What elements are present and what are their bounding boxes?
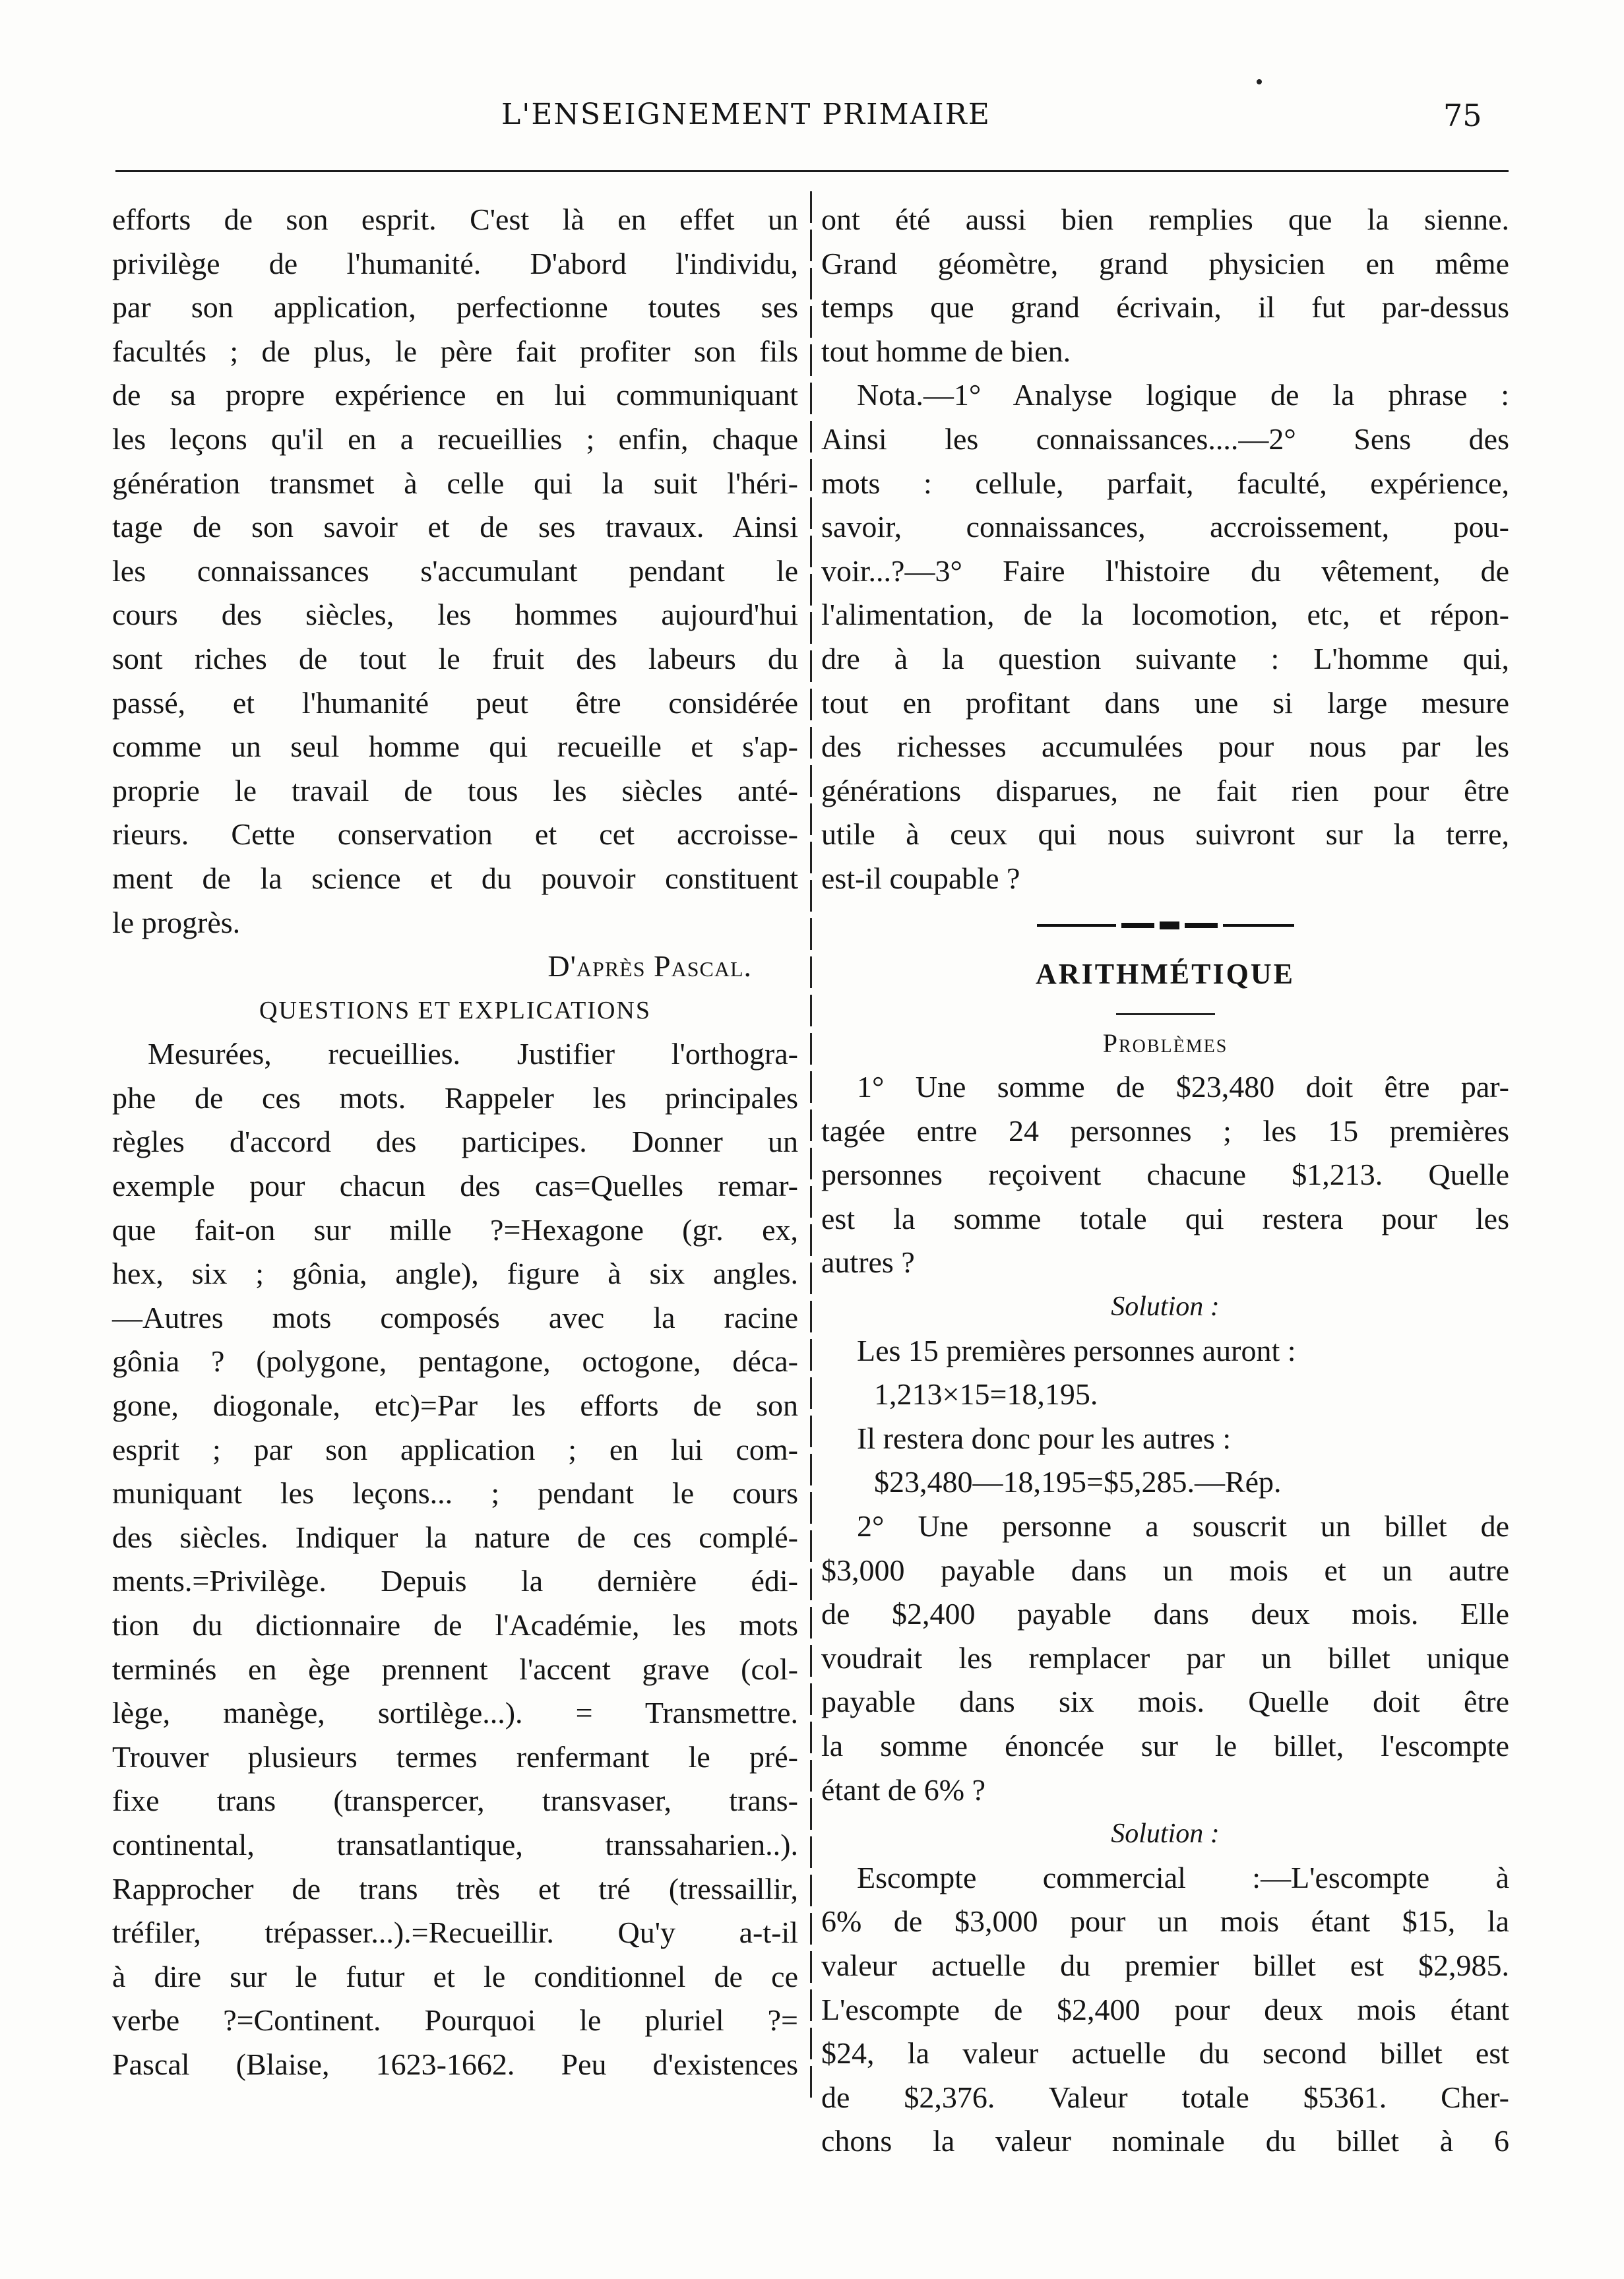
problem-line: 1° Une somme de $23,480 doit être par-	[857, 1070, 1509, 1104]
text-line: temps que grand écrivain, il fut par-dessus	[821, 290, 1509, 325]
pascal-text	[112, 198, 798, 945]
question-line: que fait-on sur mille ?=Hexagone (gr. ex,	[112, 1212, 798, 1247]
question-line: fixe trans (transpercer, transvaser, trans-	[112, 1784, 798, 1818]
problem-2	[821, 1505, 1509, 1812]
text-line: cours des siècles, les hommes aujourd'hui	[112, 598, 798, 632]
text-line: rieurs. Cette conservation et cet accroisse-	[112, 817, 798, 852]
nota-line: tout en profitant dans une si large mesure	[821, 685, 1509, 720]
left-column	[112, 198, 798, 2087]
text-line: de sa propre expérience en lui communiquant	[112, 378, 798, 412]
question-line: verbe ?=Continent. Pourquoi le pluriel ?=	[112, 2003, 798, 2038]
solution-1-label: Solution :	[1111, 1292, 1220, 1323]
solution-line: 6% de $3,000 pour un mois étant $15, la	[821, 1904, 1509, 1939]
text-line: ment de la science et du pouvoir constituent	[112, 861, 798, 895]
question-line: Pascal (Blaise, 1623-1662. Peu d'existences	[112, 2047, 798, 2081]
question-line: continental, transatlantique, transsaharien..).	[112, 1827, 798, 1861]
text-line: les leçons qu'il en a recueillies ; enfin, chaque	[112, 421, 798, 456]
problem-line: 2° Une personne a souscrit un billet de	[857, 1509, 1509, 1544]
problem-line: payable dans six mois. Quelle doit être	[821, 1685, 1509, 1719]
nota-line: savoir, connaissances, accroissement, pou-	[821, 510, 1509, 544]
question-line: tréfiler, trépasser...).=Recueillir. Qu'y a-t-il	[112, 1916, 798, 1950]
question-line: tion du dictionnaire de l'Académie, les mots	[112, 1608, 798, 1642]
questions-heading: QUESTIONS ET EXPLICATIONS	[259, 996, 651, 1024]
solution-2-label: Solution :	[1111, 1819, 1220, 1850]
pascal-text-continued	[821, 198, 1509, 373]
arithmetic-heading: ARITHMÉTIQUE	[1036, 957, 1295, 990]
question-line: règles d'accord des participes. Donner un	[112, 1125, 798, 1159]
text-line: facultés ; de plus, le père fait profiter son fils	[112, 334, 798, 368]
solution-line: de $2,376. Valeur totale $5361. Cher-	[821, 2080, 1509, 2114]
problems-heading: Problèmes	[1102, 1028, 1228, 1058]
text-line: sont riches de tout le fruit des labeurs du	[112, 641, 798, 675]
text-line: passé, et l'humanité peut être considérée	[112, 685, 798, 720]
text-line: tage de son savoir et de ses travaux. Ainsi	[112, 510, 798, 544]
decorative-rule	[1037, 921, 1294, 930]
solution-line: Escompte commercial :—L'escompte à	[857, 1860, 1509, 1894]
heading-rule	[1116, 1013, 1215, 1015]
question-line: gônia ? (polygone, pentagone, octogone, déca-	[112, 1344, 798, 1379]
question-line: terminés en ège prennent l'accent grave (col-	[112, 1652, 798, 1686]
text-line: tout homme de bien.	[821, 334, 1071, 368]
nota-line: mots : cellule, parfait, faculté, expérience,	[821, 466, 1509, 500]
question-line: phe de ces mots. Rappeler les principales	[112, 1080, 798, 1115]
problem-line: est la somme totale qui restera pour les	[821, 1201, 1509, 1235]
text-line: le progrès.	[112, 905, 241, 939]
solution-line: 1,213×15=18,195.	[874, 1377, 1098, 1412]
problem-line: voudrait les remplacer par un billet unique	[821, 1640, 1509, 1675]
column-divider	[810, 191, 812, 2098]
question-line: gone, diogonale, etc)=Par les efforts de son	[112, 1389, 798, 1423]
problem-line: étant de 6% ?	[821, 1772, 986, 1807]
solution-line: L'escompte de $2,400 pour deux mois étant	[821, 1992, 1509, 2026]
question-line: exemple pour chacun des cas=Quelles remar-	[112, 1169, 798, 1203]
text-line: comme un seul homme qui recueille et s'ap-	[112, 730, 798, 764]
question-line: hex, six ; gônia, angle), figure à six angles.	[112, 1257, 798, 1291]
question-line: des siècles. Indiquer la nature de ces complé-	[112, 1520, 798, 1554]
text-line: privilège de l'humanité. D'abord l'individu,	[112, 246, 798, 280]
nota-line: utile à ceux qui nous suivront sur la terre,	[821, 817, 1509, 852]
question-line: lège, manège, sortilège...). = Transmettre.	[112, 1696, 798, 1730]
question-line: Mesurées, recueillies. Justifier l'orthogra-	[148, 1037, 798, 1071]
problem-line: autres ?	[821, 1245, 915, 1280]
question-line: ments.=Privilège. Depuis la dernière édi-	[112, 1564, 798, 1598]
problem-line: de $2,400 payable dans deux mois. Elle	[821, 1597, 1509, 1631]
text-line: ont été aussi bien remplies que la sienne.	[821, 203, 1509, 236]
nota-line: voir...?—3° Faire l'histoire du vêtement, de	[821, 553, 1509, 588]
nota-line: l'alimentation, de la locomotion, etc, et répon-	[821, 598, 1509, 632]
right-column	[821, 198, 1509, 2164]
text-line: efforts de son esprit. C'est là en effet un	[112, 203, 798, 236]
ink-speck	[1257, 79, 1262, 84]
question-line: esprit ; par son application ; en lui com-	[112, 1432, 798, 1466]
solution-line: $23,480—18,195=$5,285.—Rép.	[874, 1465, 1282, 1499]
nota-line: générations disparues, ne fait rien pour être	[821, 773, 1509, 807]
problem-line: personnes reçoivent chacune $1,213. Quelle	[821, 1158, 1509, 1192]
nota-line: dre à la question suivante : L'homme qui,	[821, 641, 1509, 675]
attribution: D'après Pascal.	[547, 949, 752, 983]
text-line: proprie le travail de tous les siècles anté-	[112, 773, 798, 807]
text-line: les connaissances s'accumulant pendant le	[112, 553, 798, 588]
text-line: génération transmet à celle qui la suit l'héri-	[112, 466, 798, 500]
solution-line: Il restera donc pour les autres :	[857, 1421, 1232, 1455]
solution-line: valeur actuelle du premier billet est $2,985.	[821, 1948, 1509, 1982]
solution-2	[821, 1856, 1509, 2164]
text-line: par son application, perfectionne toutes ses	[112, 290, 798, 325]
nota-line: Nota.—1° Analyse logique de la phrase :	[857, 378, 1509, 412]
solution-line: chons la valeur nominale du billet à 6	[821, 2124, 1509, 2158]
running-title: L'ENSEIGNEMENT PRIMAIRE	[501, 98, 991, 131]
question-line: —Autres mots composés avec la racine	[112, 1300, 798, 1334]
text-line: Grand géomètre, grand physicien en même	[821, 246, 1509, 280]
nota-line: des richesses accumulées pour nous par les	[821, 730, 1509, 764]
question-line: Trouver plusieurs termes renfermant le pré-	[112, 1739, 798, 1774]
nota-text	[821, 373, 1509, 900]
question-line: Rapprocher de trans très et tré (tressaillir,	[112, 1871, 798, 1906]
problem-line: la somme énoncée sur le billet, l'escompte	[821, 1729, 1509, 1763]
solution-1	[821, 1329, 1509, 1505]
problem-1	[821, 1065, 1509, 1285]
problem-line: tagée entre 24 personnes ; les 15 premières	[821, 1113, 1509, 1148]
solution-line: $24, la valeur actuelle du second billet est	[821, 2036, 1509, 2071]
header-rule	[115, 170, 1509, 172]
nota-line: est-il coupable ?	[821, 861, 1020, 895]
questions-text	[112, 1032, 798, 2086]
question-line: à dire sur le futur et le conditionnel de ce	[112, 1959, 798, 1993]
question-line: muniquant les leçons... ; pendant le cours	[112, 1476, 798, 1511]
page-number: 75	[1443, 98, 1482, 133]
nota-line: Ainsi les connaissances....—2° Sens des	[821, 421, 1509, 456]
solution-line: Les 15 premières personnes auront :	[857, 1333, 1296, 1367]
problem-line: $3,000 payable dans un mois et un autre	[821, 1553, 1509, 1587]
